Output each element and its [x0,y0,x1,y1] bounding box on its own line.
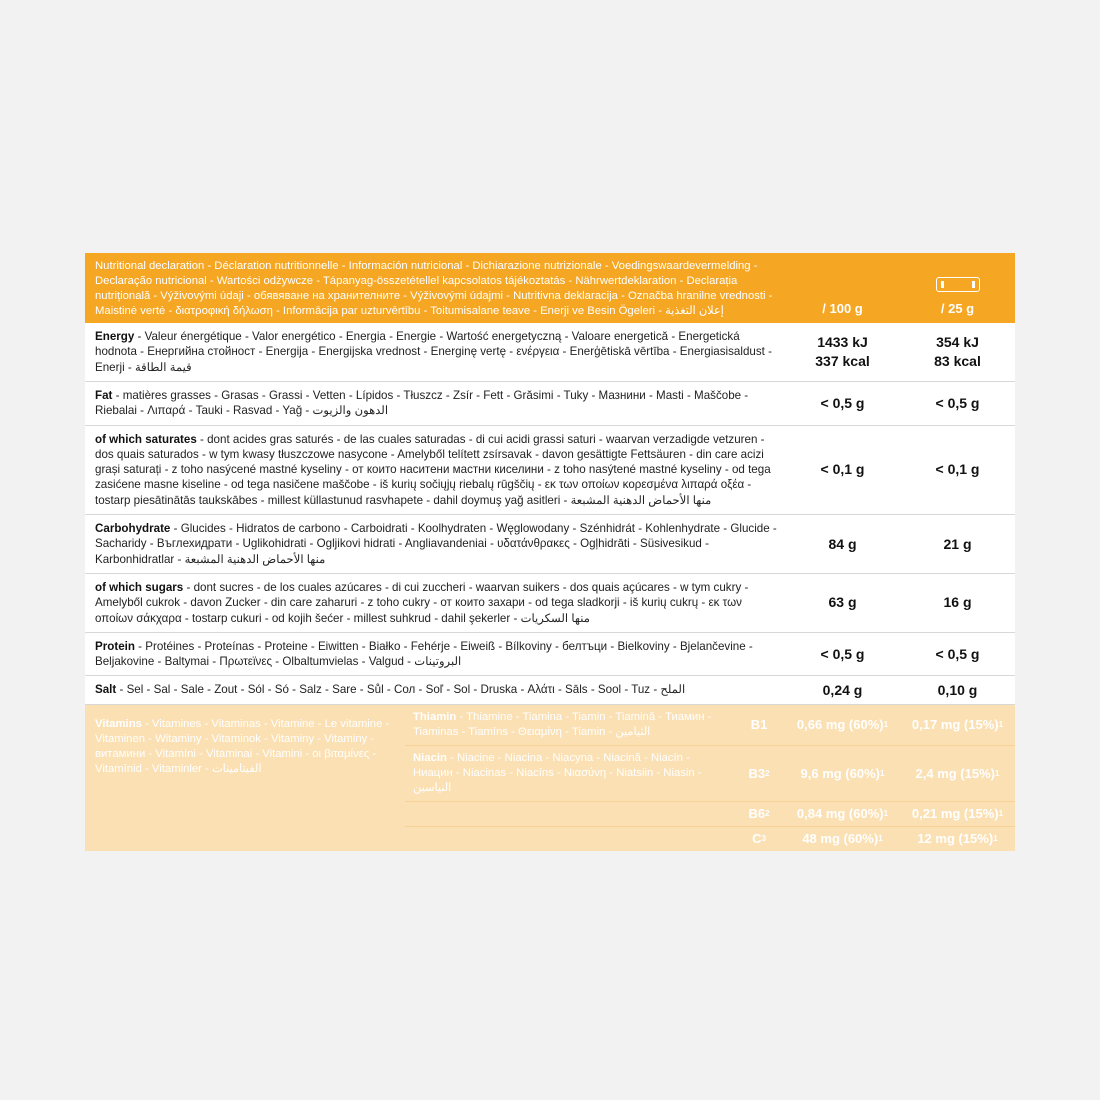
vitamins-rows [405,705,1015,851]
vitamin-thiamin-25g-footnote: 1 [998,720,1004,730]
vitamin-row-b6 [405,802,1015,827]
sugars-100g-value: 63 g [828,594,857,611]
row-label-salt [85,676,785,703]
vitamin-code-b1-text: B1 [750,717,768,733]
vitamin-row-thiamin [405,705,1015,746]
row-label-protein [85,633,785,676]
row-label-sugars [85,574,785,632]
row-value-salt-100g [785,676,900,703]
vitamin-code-b3-text: B3 [748,765,766,781]
vitamin-name-niacin-langs: - Niacine - Niacina - Niacyna - Niacină - Niacín - Ниацин - Niacinas - Niacīns - Νιασύνη - Niatsiin - Niasin - النياسين [413,751,702,794]
carbohydrate-25g-value: 21 g [943,535,972,552]
vitamin-row-niacin [405,746,1015,802]
vitamin-thiamin-100g [785,705,900,745]
vitamins-section [85,705,1015,851]
vitamins-label [85,705,405,851]
vitamin-c-100g-value: 48 mg (60%) [802,831,879,847]
vitamin-c-100g-footnote: 1 [878,834,883,844]
row-label-carbohydrate [85,515,785,573]
nutrition-table [85,253,1015,851]
row-label-saturates-bold: of which saturates [95,432,197,446]
column-header-100g-label: / 100 g [822,301,863,317]
vitamin-code-b1 [733,705,785,745]
table-row-salt [85,676,1015,704]
salt-100g-value: 0,24 g [822,681,863,698]
table-row-sugars [85,574,1015,633]
row-label-salt-langs: - Sel - Sal - Sale - Zout - Sól - Só - Salz - Sare - Sůl - Сол - Soľ - Sol - Druska - Αλάτι - Sāls - Sool - Tuz - الملح [116,683,686,697]
column-header-100g [785,253,900,323]
row-label-carbohydrate-bold: Carbohydrate [95,522,171,536]
row-value-sugars-100g [785,574,900,632]
row-value-fat-25g [900,382,1015,425]
vitamin-code-c-footnote: 3 [761,834,766,844]
vitamin-name-c [405,827,733,851]
row-label-salt-bold: Salt [95,683,117,697]
vitamins-label-bold: Vitamins [95,717,142,730]
row-value-protein-25g [900,633,1015,676]
vitamin-code-b3 [733,746,785,801]
row-label-energy [85,323,785,381]
row-label-fat-langs: - matières grasses - Grasas - Grassi - Vetten - Lípidos - Tłuszcz - Zsír - Fett - Grăsimi - Tuky - Мазнини - Masti - Maščobe - Riebalai - Λιπαρά - Tauki - Rasvad - Yağ - الدهون والزيوت [95,388,749,418]
vitamin-code-c [733,827,785,851]
table-header [85,253,1015,323]
row-label-sugars-bold: of which sugars [95,580,184,594]
row-value-energy-25g [900,323,1015,381]
energy-25g-kcal: 83 kcal [934,353,981,369]
table-row-saturates [85,426,1015,515]
vitamin-b6-25g-value: 0,21 mg (15%) [911,806,999,822]
vitamin-name-thiamin [405,705,733,745]
fat-25g-value: < 0,5 g [935,394,980,411]
vitamin-name-b6 [405,802,733,826]
row-value-salt-25g [900,676,1015,703]
saturates-25g-value: < 0,1 g [935,461,980,478]
nutritional-declaration-languages: Nutritional declaration - Déclaration nutritionnelle - Información nutricional - Dichiarazione nutrizionale - Voedingswaardevermelding - Declaração nutricional - Wartości odżywcze - Tápanyag-összetétellel kapcsolatos tájékoztatás - Nährwertdeklaration - Declarația nutrițională - Výživovými údaji - обявяване на хранителните - Výživovými údajmi - Nutritivna deklaracija - Označba hranilne vrednosti - Maistinė vertė - διατροφική δήλωση - Informācija par uzturvērtību - Toitumisalane teave - Enerji ve Besin Ögeleri - إعلان التغذية [95,260,773,318]
vitamin-b6-100g [785,802,900,826]
row-value-energy-100g [785,323,900,381]
vitamin-b6-25g [900,802,1015,826]
vitamin-code-b6-footnote: 2 [765,809,770,819]
vitamin-niacin-25g-footnote: 1 [995,768,1000,778]
saturates-100g-value: < 0,1 g [820,461,865,478]
row-value-carbohydrate-100g [785,515,900,573]
vitamin-c-25g [900,827,1015,851]
row-value-protein-100g [785,633,900,676]
row-value-saturates-25g [900,426,1015,514]
row-label-protein-langs: - Protéines - Proteínas - Proteine - Eiwitten - Białko - Fehérje - Eiweiß - Bílkoviny - белтъци - Bielkoviny - Bjelančevine - Beljakovine - Baltymai - Πρωτεϊνες - Olbaltumvielas - Valgud - البروتينات [95,639,753,669]
row-label-sugars-langs: - dont sucres - de los cuales azúcares - di cui zuccheri - waarvan suikers - dos quais açúcares - w tym cukry - Amelyből cukrok - davon Zucker - din care zaharuri - z toho cukry - от които захари - od tega sladkorji - iš kurių cukrų - εκ των οποίων σάκχαρα - tostarp cukuri - od kojih šećer - millest suhkrud - dahil şekerler - منها السكريات [95,580,749,625]
energy-100g-kcal: 337 kcal [815,353,870,369]
vitamin-thiamin-25g-value: 0,17 mg (15%) [911,717,999,733]
vitamin-niacin-25g [900,746,1015,801]
table-row-protein [85,633,1015,677]
protein-100g-value: < 0,5 g [820,645,865,662]
vitamin-row-c [405,827,1015,851]
vitamin-name-thiamin-langs: - Thiamine - Tiamina - Tiamin - Tiamină - Тиамин - Tiaminas - Tiamīns - Θειαμίνη - Tiamin - الثيامين [413,710,712,738]
fat-100g-value: < 0,5 g [820,394,865,411]
row-value-carbohydrate-25g [900,515,1015,573]
vitamin-code-c-text: C [752,831,762,847]
vitamin-c-25g-value: 12 mg (15%) [917,831,994,847]
energy-25g-kj: 354 kJ [936,334,979,351]
row-label-saturates-langs: - dont acides gras saturés - de las cuales saturadas - di cui acidi grassi saturi - waarvan verzadigde vetzuren - dos quais saturados - w tym kwasy tłuszczowe nasycone - Amelyből telített zsírsavak - davon gesättigte Fettsäuren - din care acizi grași saturați - z toho nasýcené mastné kyseliny - от които наситени мастни киселини - z toho nasýtené mastné kyseliny - od tega zasićene masne kiseline - od tega nasičene maščobe - iš kurių sočiųjų riebalų rūgščių - εκ των οποίων κορεσμένα λιπαρά οξέα - tostarp piesātinātās taukskābes - millest küllastunud rasvhapete - dahil doymuş yağ asitleri - منها الأحماض الدهنية المشبعة [95,432,771,507]
vitamin-thiamin-100g-footnote: 1 [883,720,889,730]
row-value-fat-100g [785,382,900,425]
row-label-saturates [85,426,785,514]
sugars-25g-value: 16 g [943,594,972,611]
pack-bar-icon [936,277,980,292]
row-value-sugars-25g [900,574,1015,632]
vitamin-niacin-25g-value: 2,4 mg (15%) [915,765,995,781]
column-header-25g-label: / 25 g [940,301,975,317]
vitamin-niacin-100g [785,746,900,801]
row-label-protein-bold: Protein [95,639,135,653]
vitamin-c-100g [785,827,900,851]
row-label-fat [85,382,785,425]
vitamin-code-b6-text: B6 [748,806,766,822]
table-row-energy [85,323,1015,382]
row-label-energy-bold: Energy [95,330,135,344]
vitamin-c-25g-footnote: 1 [993,834,998,844]
vitamin-name-thiamin-bold: Thiamin [413,710,457,723]
salt-25g-value: 0,10 g [937,681,978,698]
vitamin-b6-25g-footnote: 1 [998,809,1004,819]
energy-100g-kj: 1433 kJ [817,334,868,351]
row-label-fat-bold: Fat [95,388,113,402]
vitamin-code-b3-footnote: 2 [765,768,770,778]
protein-25g-value: < 0,5 g [935,645,980,662]
vitamin-b6-100g-value: 0,84 mg (60%) [796,806,884,822]
vitamin-name-niacin [405,746,733,801]
column-header-25g [900,253,1015,323]
vitamin-niacin-100g-footnote: 1 [880,768,885,778]
vitamins-label-langs: - Vitamines - Vitaminas - Vitamine - Le vitamine - Vitaminen - Witaminy - Vitaminok - Vitaminy - Vitaminy - витамини - Vitamíni - Vitaminai - Vitamini - οι βιταμίνες - Vitamīnid - Vitaminler - الفيتامينات [95,717,390,775]
carbohydrate-100g-value: 84 g [828,535,857,552]
vitamin-niacin-100g-value: 9,6 mg (60%) [800,765,880,781]
table-row-carbohydrate [85,515,1015,574]
row-value-saturates-100g [785,426,900,514]
row-label-energy-langs: - Valeur énergétique - Valor energético - Energia - Energie - Wartość energetyczną - Valoare energetică - Energetická hodnota - Енергийна стойност - Energija - Energijska vrednost - Energinę vertę - ενέργεια - Enerģētiskā vērtība - Energiasisaldust - Enerji - قيمة الطاقة [95,330,772,374]
vitamin-code-b6 [733,802,785,826]
vitamin-name-niacin-bold: Niacin [413,751,447,764]
vitamin-b6-100g-footnote: 1 [883,809,889,819]
vitamin-thiamin-25g [900,705,1015,745]
vitamin-thiamin-100g-value: 0,66 mg (60%) [796,717,884,733]
row-label-carbohydrate-langs: - Glucides - Hidratos de carbono - Carboidrati - Koolhydraten - Węglowodany - Szénhidrát - Kohlenhydrate - Glucide - Sacharidy - Въглехидрати - Uglikohidrati - Ogljikovi hidrati - Angliavandeniai - υδατάνθρακες - Ogļhidrāti - Süsivesikud - Karbonhidratlar - منها الأحماض الدهنية المشبعة [95,522,777,566]
table-row-fat [85,382,1015,426]
